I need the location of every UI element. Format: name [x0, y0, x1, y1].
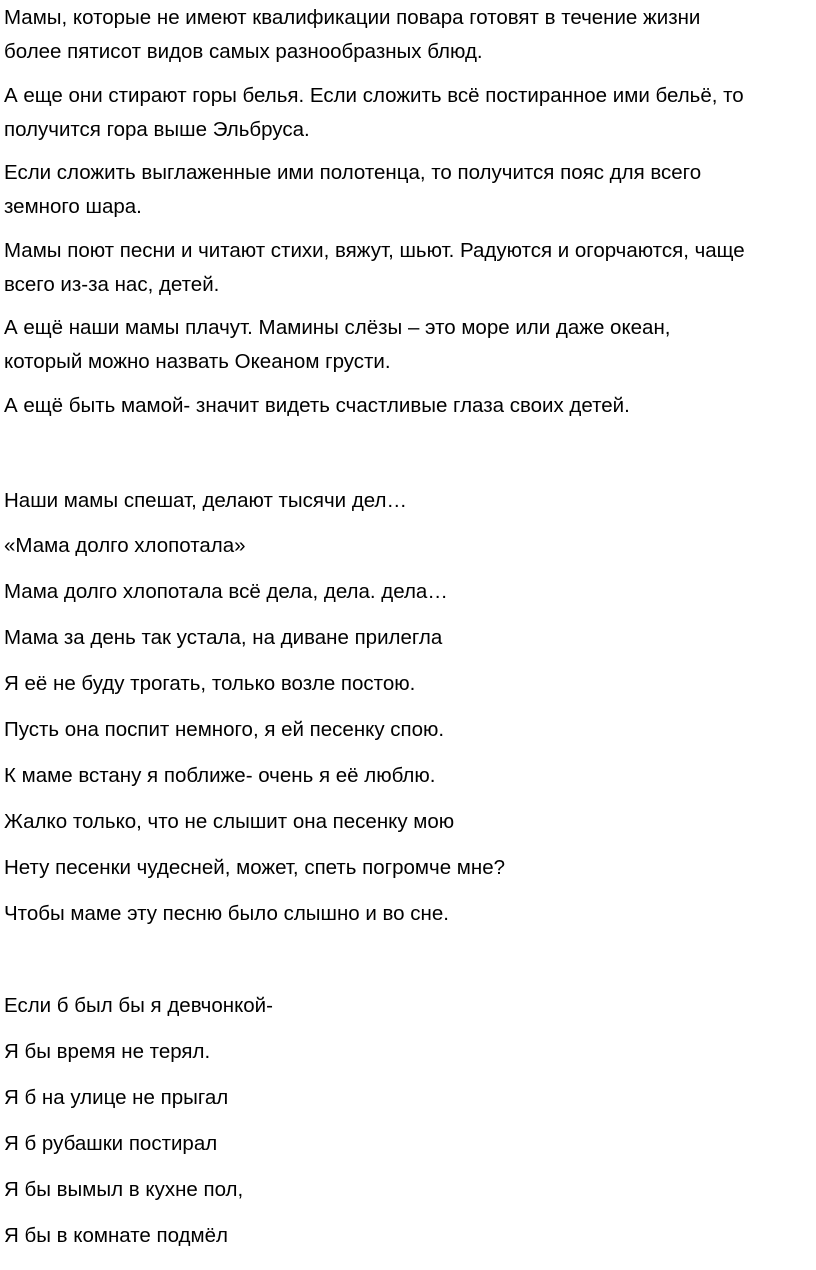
poem-line: Я б рубашки постирал — [4, 1132, 218, 1155]
poem-line: Я бы время не терял. — [4, 1040, 211, 1063]
poem-line: Наши мамы спешат, делают тысячи дел… — [4, 489, 407, 512]
poem-line: Я её не буду трогать, только возле постою. — [4, 672, 416, 695]
poem-line: Жалко только, что не слышит она песенку мою — [4, 810, 455, 833]
poem-line: Я бы вымыл в кухне пол, — [4, 1178, 244, 1201]
poem-title: «Мама долго хлопотала» — [4, 534, 246, 557]
poem-line: Мама долго хлопотала всё дела, дела. дела… — [4, 580, 448, 603]
paragraph-laundry: А еще они стирают горы белья. Если сложить всё постиранное ими бельё, то получится гора выше Эльбруса. — [4, 84, 744, 141]
poem-line: Нету песенки чудесней, может, спеть погромче мне? — [4, 856, 506, 879]
poem-line: Если б был бы я девчонкой- — [4, 994, 273, 1017]
paragraph-tears: А ещё наши мамы плачут. Мамины слёзы – это море или даже океан, который можно назвать Океаном грусти. — [4, 316, 671, 373]
poem-line: Я б на улице не прыгал — [4, 1086, 229, 1109]
poem-line: К маме встану я поближе- очень я её люблю. — [4, 764, 436, 787]
poem-line: Чтобы маме эту песню было слышно и во сне. — [4, 902, 449, 925]
paragraph-happy-eyes: А ещё быть мамой- значит видеть счастливые глаза своих детей. — [4, 394, 630, 417]
poem-line: Я бы в комнате подмёл — [4, 1224, 228, 1247]
poem-line: Мама за день так устала, на диване прилегла — [4, 626, 443, 649]
paragraph-cooking: Мамы, которые не имеют квалификации повара готовят в течение жизни более пятисот видов самых разнообразных блюд. — [4, 6, 701, 63]
poem-line: Пусть она поспит немного, я ей песенку спою. — [4, 718, 445, 741]
paragraph-songs: Мамы поют песни и читают стихи, вяжут, шьют. Радуются и огорчаются, чаще всего из-за нас, детей. — [4, 239, 745, 296]
paragraph-towels: Если сложить выглаженные ими полотенца, то получится пояс для всего земного шара. — [4, 161, 702, 218]
